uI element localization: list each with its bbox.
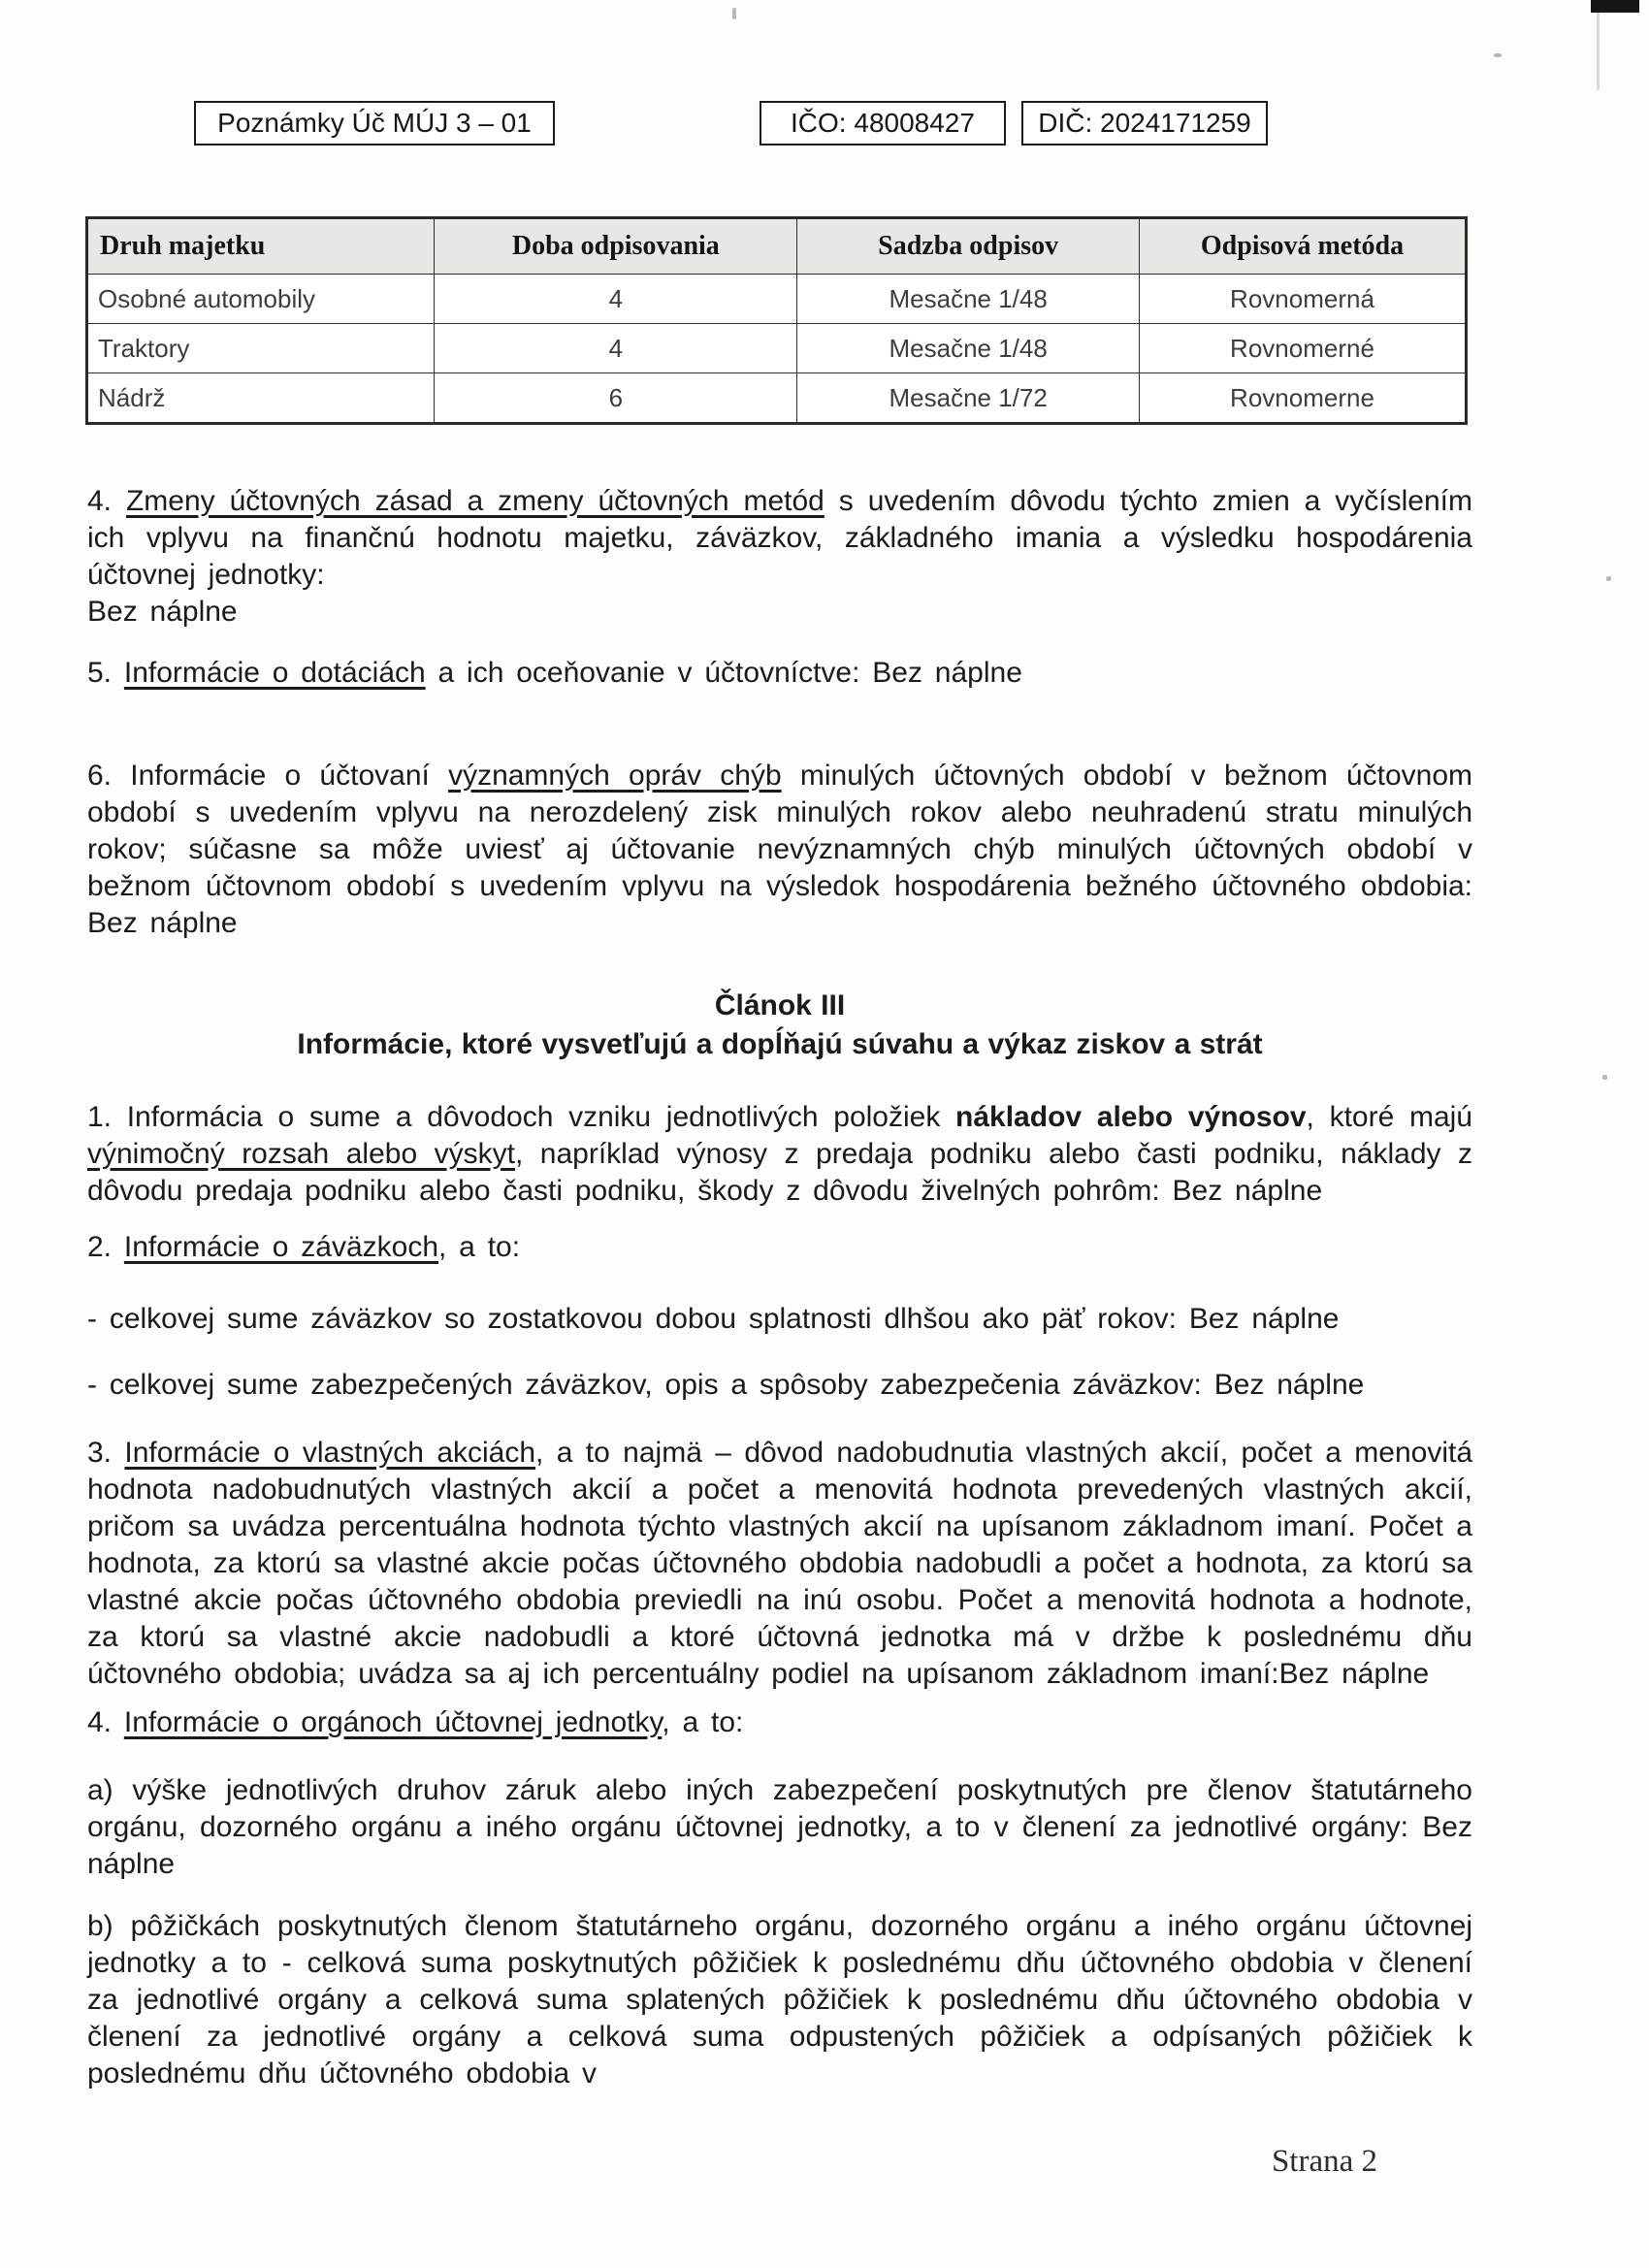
dash-item-2: - celkovej sume zabezpečených záväzkov, opis a spôsoby zabezpečenia záväzkov: Bez náplne bbox=[87, 1369, 1365, 1401]
page-number: Strana 2 bbox=[1271, 2144, 1377, 2179]
paragraph-4-value: Bez náplne bbox=[87, 596, 238, 628]
table-row bbox=[87, 373, 1467, 424]
redaction-mark bbox=[1591, 0, 1639, 13]
table-cell: Mesačne 1/48 bbox=[797, 275, 1140, 324]
col-sadzba-odpisov: Sadzba odpisov bbox=[797, 218, 1140, 275]
paragraph-6: 6. Informácie o účtovaní významných opráv chýb minulých účtovných období v bežnom účtovnom období s uvedením vplyvu na nerozdelený zisk minulých rokov alebo neuhradenú stratu minulých rokov; súčasne sa môže uviesť aj účtovanie nevýznamných chýb minulých účtovných období v bežnom účtovnom období s uvedením vplyvu na výsledok hospodárenia bežného účtovného obdobia: Bez náplne bbox=[87, 760, 1472, 939]
table-cell: Mesačne 1/48 bbox=[797, 324, 1140, 373]
table-cell: Osobné automobily bbox=[87, 275, 435, 324]
scan-artifact bbox=[1494, 53, 1502, 57]
col-odpisova-metoda: Odpisová metóda bbox=[1139, 218, 1466, 275]
article-subtitle: Informácie, ktoré vysvetľujú a dopĺňajú súvahu a výkaz ziskov a strát bbox=[297, 1028, 1263, 1060]
table-cell: Mesačne 1/72 bbox=[797, 373, 1140, 424]
article-title: Článok III bbox=[714, 989, 846, 1021]
scan-streak bbox=[1597, 13, 1600, 90]
col-druh-majetku: Druh majetku bbox=[87, 218, 435, 275]
table-row bbox=[87, 324, 1467, 373]
table-header-row bbox=[87, 218, 1467, 275]
dic-label: DIČ: 2024171259 bbox=[1038, 108, 1251, 138]
table-cell: Nádrž bbox=[87, 373, 435, 424]
article-heading bbox=[87, 987, 1472, 1064]
table-row bbox=[87, 275, 1467, 324]
table-cell: Rovnomerné bbox=[1139, 324, 1466, 373]
table-cell: 4 bbox=[435, 275, 797, 324]
paragraph-4: 4. Zmeny účtovných zásad a zmeny účtovných metód s uvedením dôvodu týchto zmien a vyčíslením ich vplyvu na finančnú hodnotu majetku, záväzkov, základného imania a výsledku hospodárenia účtovnej jednotky: bbox=[87, 485, 1472, 591]
form-title: Poznámky Úč MÚJ 3 – 01 bbox=[217, 108, 532, 138]
dash-item-1: - celkovej sume záväzkov so zostatkovou dobou splatnosti dlhšou ako päť rokov: Bez náplne bbox=[87, 1303, 1340, 1335]
scan-artifact bbox=[732, 8, 736, 19]
paragraph-5: 5. Informácie o dotáciách a ich oceňovanie v účtovníctve: Bez náplne bbox=[87, 657, 1022, 689]
table-cell: Rovnomerne bbox=[1139, 373, 1466, 424]
ico-box bbox=[760, 101, 1006, 146]
dic-box bbox=[1021, 101, 1268, 146]
form-title-box bbox=[194, 101, 555, 146]
paragraph-2: 2. Informácie o záväzkoch, a to: bbox=[87, 1231, 521, 1263]
item-b: b) pôžičkách poskytnutých členom štatutárneho orgánu, dozorného orgánu a iného orgánu účtovnej jednotky a to - celková suma poskytnutých pôžičiek k poslednému dňu účtovného obdobia v členení za jednotlivé orgány a celková suma splatených pôžičiek k poslednému dňu účtovného obdobia v členení za jednotlivé orgány a celková suma odpustených pôžičiek a odpísaných pôžičiek k poslednému dňu účtovného obdobia v bbox=[87, 1910, 1472, 2090]
paragraph-4b: 4. Informácie o orgánoch účtovnej jednotky, a to: bbox=[87, 1706, 744, 1738]
paragraph-1: 1. Informácia o sume a dôvodoch vzniku jednotlivých položiek nákladov alebo výnosov, ktoré majú výnimočný rozsah alebo výskyt, napríklad výnosy z predaja podniku alebo časti podniku, náklady z dôvodu predaja podniku alebo časti podniku, škody z dôvodu živelných pohrôm: Bez náplne bbox=[87, 1101, 1473, 1207]
table-cell: Traktory bbox=[87, 324, 435, 373]
document-body bbox=[87, 483, 1472, 2092]
scan-artifact bbox=[1602, 1075, 1607, 1080]
table-cell: 4 bbox=[435, 324, 797, 373]
item-a: a) výške jednotlivých druhov záruk alebo iných zabezpečení poskytnutých pre členov štatutárneho orgánu, dozorného orgánu a iného orgánu účtovnej jednotky, a to v členení za jednotlivé orgány: Bez náplne bbox=[87, 1774, 1472, 1880]
table-cell: 6 bbox=[435, 373, 797, 424]
paragraph-3: 3. Informácie o vlastných akciách, a to najmä – dôvod nadobudnutia vlastných akcií, počet a menovitá hodnota nadobudnutých vlastných akcií a počet a menovitá hodnota prevedených vlastných akcií, pričom sa uvádza percentuálna hodnota týchto vlastných akcií na upísanom základnom imaní. Počet a hodnota, za ktorú sa vlastné akcie počas účtovného obdobia nadobudli a počet a hodnota, za ktorú sa vlastné akcie počas účtovného obdobia previedli na inú osobu. Počet a menovitá hodnota a hodnote, za ktorú sa vlastné akcie nadobudli a ktoré účtovná jednotka má v držbe k poslednému dňu účtovného obdobia; uvádza sa aj ich percentuálny podiel na upísanom základnom imaní:Bez náplne bbox=[87, 1437, 1473, 1690]
table-cell: Rovnomerná bbox=[1139, 275, 1466, 324]
col-doba-odpisovania: Doba odpisovania bbox=[435, 218, 797, 275]
ico-label: IČO: 48008427 bbox=[791, 108, 975, 138]
scan-artifact bbox=[1606, 576, 1611, 581]
depreciation-table bbox=[85, 216, 1468, 425]
